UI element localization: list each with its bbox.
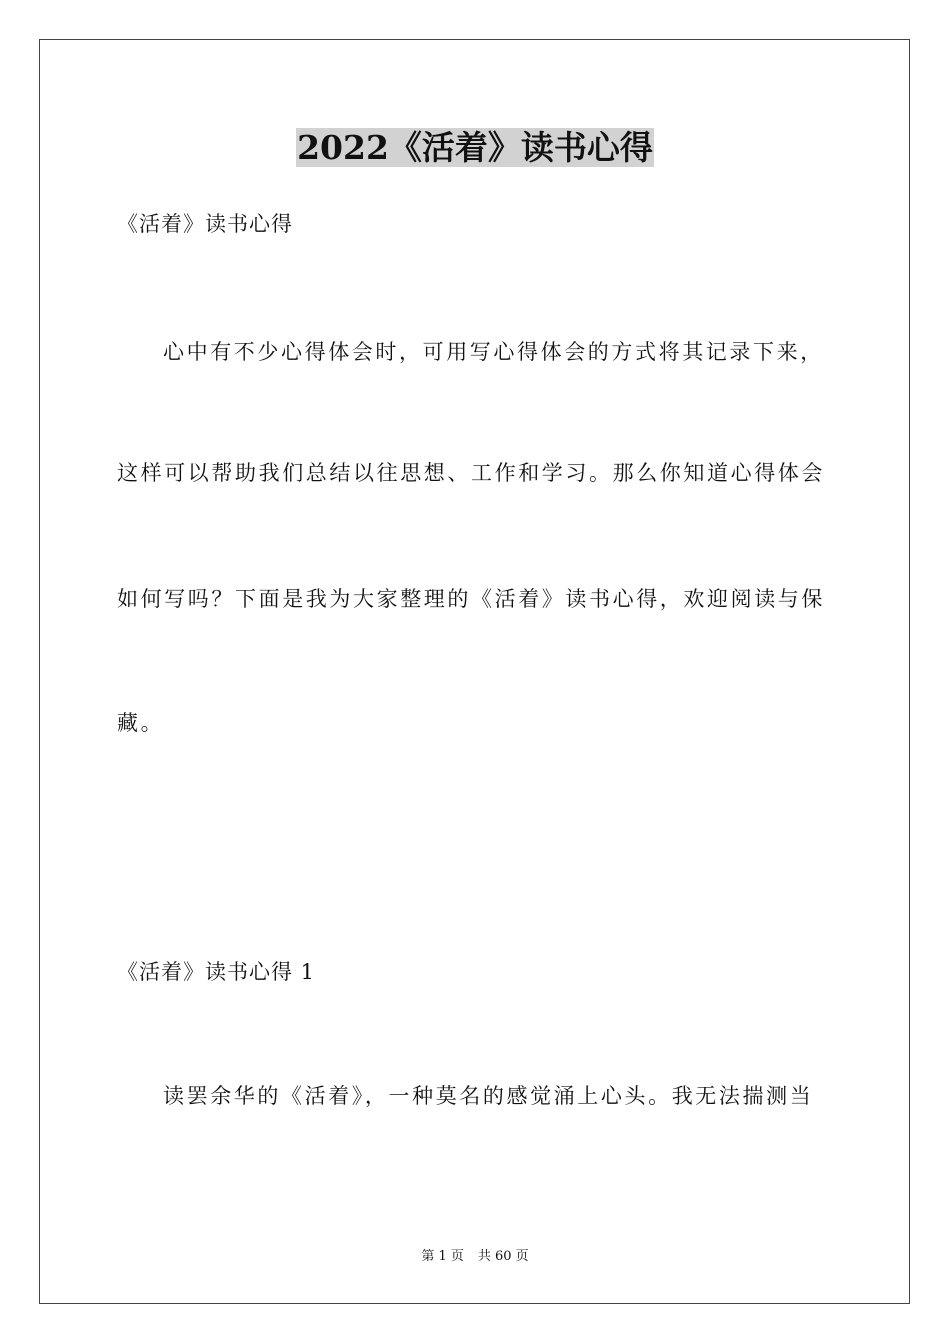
intro-line-1: 心中有不少心得体会时，可用写心得体会的方式将其记录下来， xyxy=(163,340,824,364)
document-subtitle: 《活着》读书心得 xyxy=(117,212,293,236)
intro-line-4: 藏。 xyxy=(117,711,165,735)
intro-line-3: 如何写吗？下面是我为大家整理的《活着》读书心得，欢迎阅读与保 xyxy=(117,587,825,611)
page-number-current: 第 1 页 xyxy=(421,1249,464,1264)
document-title-text: 2022《活着》读书心得 xyxy=(297,128,653,167)
page-footer xyxy=(0,1248,950,1266)
section-heading: 《活着》读书心得 1 xyxy=(117,960,316,984)
document-title xyxy=(0,126,950,170)
section-paragraph-line-1: 读罢余华的《活着》，一种莫名的感觉涌上心头。我无法揣测当 xyxy=(163,1084,814,1108)
page-number-total: 共 60 页 xyxy=(477,1249,529,1264)
intro-line-2: 这样可以帮助我们总结以往思想、工作和学习。那么你知道心得体会 xyxy=(117,461,825,485)
